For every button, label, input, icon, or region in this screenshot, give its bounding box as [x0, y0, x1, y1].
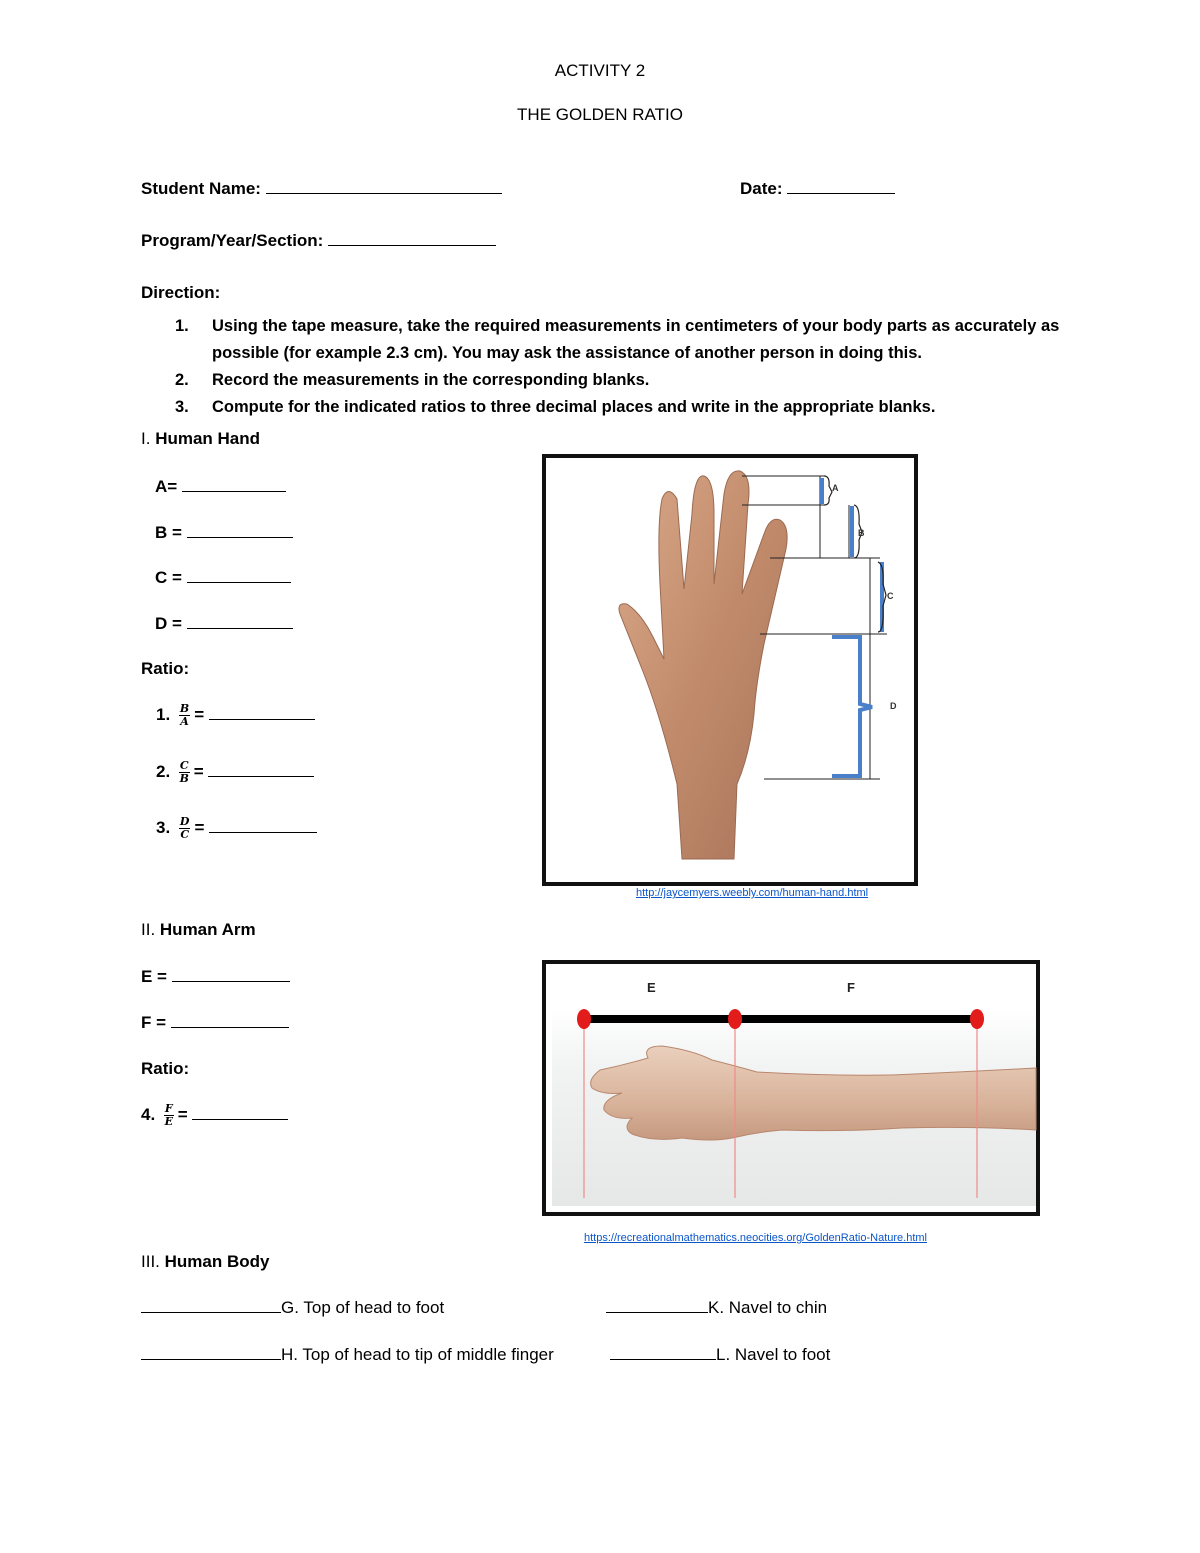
body-l-input[interactable] — [610, 1345, 716, 1360]
field-c-row: C = — [155, 568, 291, 588]
hand-illustration — [542, 454, 920, 886]
student-name-row — [141, 179, 502, 199]
program-row — [141, 231, 496, 251]
ratio-1-input[interactable] — [209, 705, 315, 720]
ratio-fraction: $\frac{D}{C}$ — [179, 815, 190, 841]
hand-label-b: B — [858, 528, 865, 538]
field-e-input[interactable] — [172, 967, 290, 982]
field-d-input[interactable] — [187, 614, 293, 629]
ratio-fraction: $\frac{B}{A}$ — [179, 702, 190, 728]
ratio-row-4: 4. $\frac{F}{E}$ = — [141, 1103, 288, 1128]
body-g-input[interactable] — [141, 1298, 281, 1313]
date-label: Date: — [740, 179, 783, 198]
hand-heading: I. Human Hand — [141, 429, 261, 448]
ratio-2-input[interactable] — [208, 762, 314, 777]
field-c-input[interactable] — [187, 568, 291, 583]
ratio-row-3: 3. $\frac{D}{C}$ = — [156, 816, 317, 841]
field-a-row: A= — [155, 477, 286, 497]
direction-label: Direction: — [141, 283, 221, 302]
program-field[interactable] — [328, 231, 496, 246]
field-f-input[interactable] — [171, 1013, 289, 1028]
ratio-fraction: $\frac{F}{E}$ — [164, 1102, 174, 1128]
body-h-input[interactable] — [141, 1345, 281, 1360]
field-b-input[interactable] — [187, 523, 293, 538]
student-name-field[interactable] — [266, 179, 502, 194]
hand-label-a: A — [832, 483, 839, 493]
arm-label-f: F — [847, 980, 855, 995]
arm-source-link[interactable]: https://recreationalmathematics.neocities.org/GoldenRatio-Nature.html — [584, 1232, 927, 1244]
ratio-4-input[interactable] — [192, 1105, 288, 1120]
body-k-input[interactable] — [606, 1298, 708, 1313]
arm-illustration — [542, 960, 1040, 1216]
field-f-row: F = — [141, 1013, 289, 1033]
date-field[interactable] — [787, 179, 895, 194]
arm-ratio-label: Ratio: — [141, 1059, 190, 1078]
body-item-k: K. Navel to chin — [606, 1298, 827, 1318]
direction-list — [175, 313, 1075, 421]
ratio-row-2: 2. $\frac{C}{B}$ = — [156, 760, 314, 785]
field-e-row: E = — [141, 967, 290, 987]
program-label: Program/Year/Section: — [141, 231, 324, 250]
body-item-h: H. Top of head to tip of middle finger — [141, 1345, 554, 1365]
ratio-fraction: $\frac{C}{B}$ — [179, 759, 189, 785]
hand-image — [542, 454, 920, 886]
direction-item: 2. Record the measurements in the corresponding blanks. — [175, 371, 650, 389]
ratio-3-input[interactable] — [209, 818, 317, 833]
student-name-label: Student Name: — [141, 179, 261, 198]
activity-number: ACTIVITY 2 — [554, 61, 646, 80]
hand-source-link[interactable]: http://jaycemyers.weebly.com/human-hand.html — [636, 887, 869, 899]
field-d-row: D = — [155, 614, 293, 634]
field-b-row: B = — [155, 523, 293, 543]
body-item-l: L. Navel to foot — [610, 1345, 830, 1365]
field-a-input[interactable] — [182, 477, 286, 492]
arm-image — [542, 960, 1040, 1216]
arm-label-e: E — [647, 980, 656, 995]
body-heading: III. Human Body — [141, 1252, 270, 1271]
page-title: THE GOLDEN RATIO — [517, 105, 683, 124]
body-item-g: G. Top of head to foot — [141, 1298, 444, 1318]
arm-heading: II. Human Arm — [141, 920, 256, 939]
direction-item: 3. Compute for the indicated ratios to three decimal places and write in the appropriate blanks. — [175, 398, 936, 416]
hand-label-d: D — [890, 701, 897, 711]
direction-item: 1. Using the tape measure, take the required measurements in centimeters of your body parts as accurately as possible (for example 2.3 cm). You may ask the assistance of another person in doing this. — [175, 317, 1060, 362]
hand-ratio-label: Ratio: — [141, 659, 190, 678]
ratio-row-1: 1. $\frac{B}{A}$ = — [156, 703, 315, 728]
date-row — [740, 179, 895, 199]
hand-label-c: C — [887, 591, 894, 601]
